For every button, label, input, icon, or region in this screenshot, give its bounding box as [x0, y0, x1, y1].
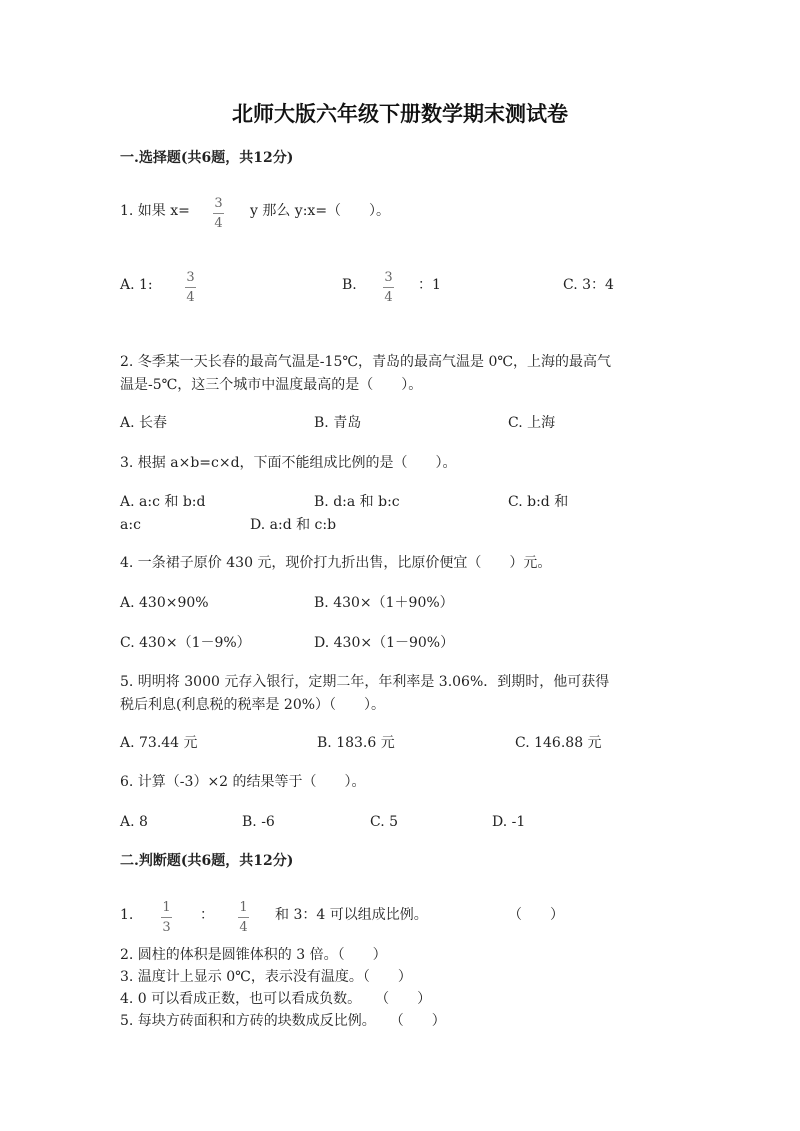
- q1-option-a: A. 1:: [120, 277, 153, 293]
- section-heading-judgment: 二.判断题(共6题，共12分): [120, 853, 294, 869]
- q3-text: 3. 根据 a×b=c×d，下面不能组成比例的是（ ）。: [120, 455, 457, 471]
- j1-fraction-1: [161, 900, 172, 935]
- q1-option-a-fraction: [185, 270, 196, 305]
- j2-text: 2. 圆柱的体积是圆锥体积的 3 倍。（ ）: [120, 947, 387, 963]
- q5-line-2: 税后利息(利息税的税率是 20%）（ ）。: [120, 697, 386, 713]
- q1-option-b: B.: [342, 277, 357, 293]
- fraction-numerator: 3: [214, 196, 223, 211]
- j1-answer-paren: （ ）: [508, 907, 564, 923]
- q4-option-a: A. 430×90%: [120, 595, 209, 611]
- j1-ratio-colon: ：: [200, 907, 214, 923]
- fraction-numerator: 1: [239, 900, 248, 915]
- j5-text: 5. 每块方砖面积和方砖的块数成反比例。 （ ）: [120, 1013, 446, 1029]
- fraction-bar: [383, 287, 394, 288]
- j1-text: 和 3：4 可以组成比例。: [275, 907, 428, 923]
- j1-fraction-2: [238, 900, 249, 935]
- j3-text: 3. 温度计上显示 0℃，表示没有温度。（ ）: [120, 969, 412, 985]
- fraction-denominator: 3: [162, 920, 171, 935]
- q4-text: 4. 一条裙子原价 430 元，现价打九折出售，比原价便宜（ ）元。: [120, 555, 552, 571]
- q4-option-c: C. 430×（1－9%）: [120, 635, 251, 651]
- fraction-denominator: 4: [384, 290, 393, 305]
- j4-text: 4. 0 可以看成正数，也可以看成负数。 （ ）: [120, 991, 432, 1007]
- q5-option-a: A. 73.44 元: [120, 735, 198, 751]
- fraction-bar: [213, 213, 224, 214]
- q3-option-d: D. a:d 和 c:b: [250, 517, 337, 533]
- page-title: 北师大版六年级下册数学期末测试卷: [232, 101, 568, 126]
- q2-line-1: 2. 冬季某一天长春的最高气温是-15℃，青岛的最高气温是 0℃，上海的最高气: [120, 354, 612, 370]
- q3-option-a: A. a:c 和 b:d: [120, 494, 206, 510]
- j1-number: 1.: [120, 907, 134, 923]
- q1-prefix: 1. 如果 x=: [120, 203, 190, 219]
- q6-option-c: C. 5: [370, 814, 399, 830]
- fraction-numerator: 3: [186, 270, 195, 285]
- q5-line-1: 5. 明明将 3000 元存入银行，定期二年，年利率是 3.06%．到期时，他可获得: [120, 674, 610, 690]
- q3-option-c-cont: a:c: [120, 517, 141, 533]
- q4-option-d: D. 430×（1－90%）: [314, 635, 455, 651]
- q1-option-b-suffix: ：1: [418, 277, 441, 293]
- fraction-denominator: 4: [239, 920, 248, 935]
- q2-option-b: B. 青岛: [314, 415, 362, 431]
- q1-option-c: C. 3：4: [563, 277, 614, 293]
- q2-option-c: C. 上海: [508, 415, 556, 431]
- q5-option-c: C. 146.88 元: [515, 735, 602, 751]
- q3-option-b: B. d:a 和 b:c: [314, 494, 400, 510]
- q3-option-c: C. b:d 和: [508, 494, 569, 510]
- q6-option-a: A. 8: [120, 814, 148, 830]
- fraction-bar: [161, 917, 172, 918]
- q6-option-d: D. -1: [492, 814, 526, 830]
- q1-option-b-fraction: [383, 270, 394, 305]
- q6-text: 6. 计算（-3）×2 的结果等于（ ）。: [120, 774, 366, 790]
- q1-fraction: [213, 196, 224, 231]
- fraction-bar: [185, 287, 196, 288]
- fraction-bar: [238, 917, 249, 918]
- q2-option-a: A. 长春: [120, 415, 168, 431]
- q1-suffix: y 那么 y:x=（ ）。: [250, 203, 391, 219]
- fraction-denominator: 4: [186, 290, 195, 305]
- fraction-numerator: 3: [384, 270, 393, 285]
- q4-option-b: B. 430×（1＋90%）: [314, 595, 454, 611]
- fraction-denominator: 4: [214, 216, 223, 231]
- q2-line-2: 温是-5℃，这三个城市中温度最高的是（ ）。: [120, 377, 423, 393]
- section-heading-choice: 一.选择题(共6题，共12分): [120, 150, 294, 166]
- q6-option-b: B. -6: [242, 814, 275, 830]
- fraction-numerator: 1: [162, 900, 171, 915]
- q5-option-b: B. 183.6 元: [317, 735, 395, 751]
